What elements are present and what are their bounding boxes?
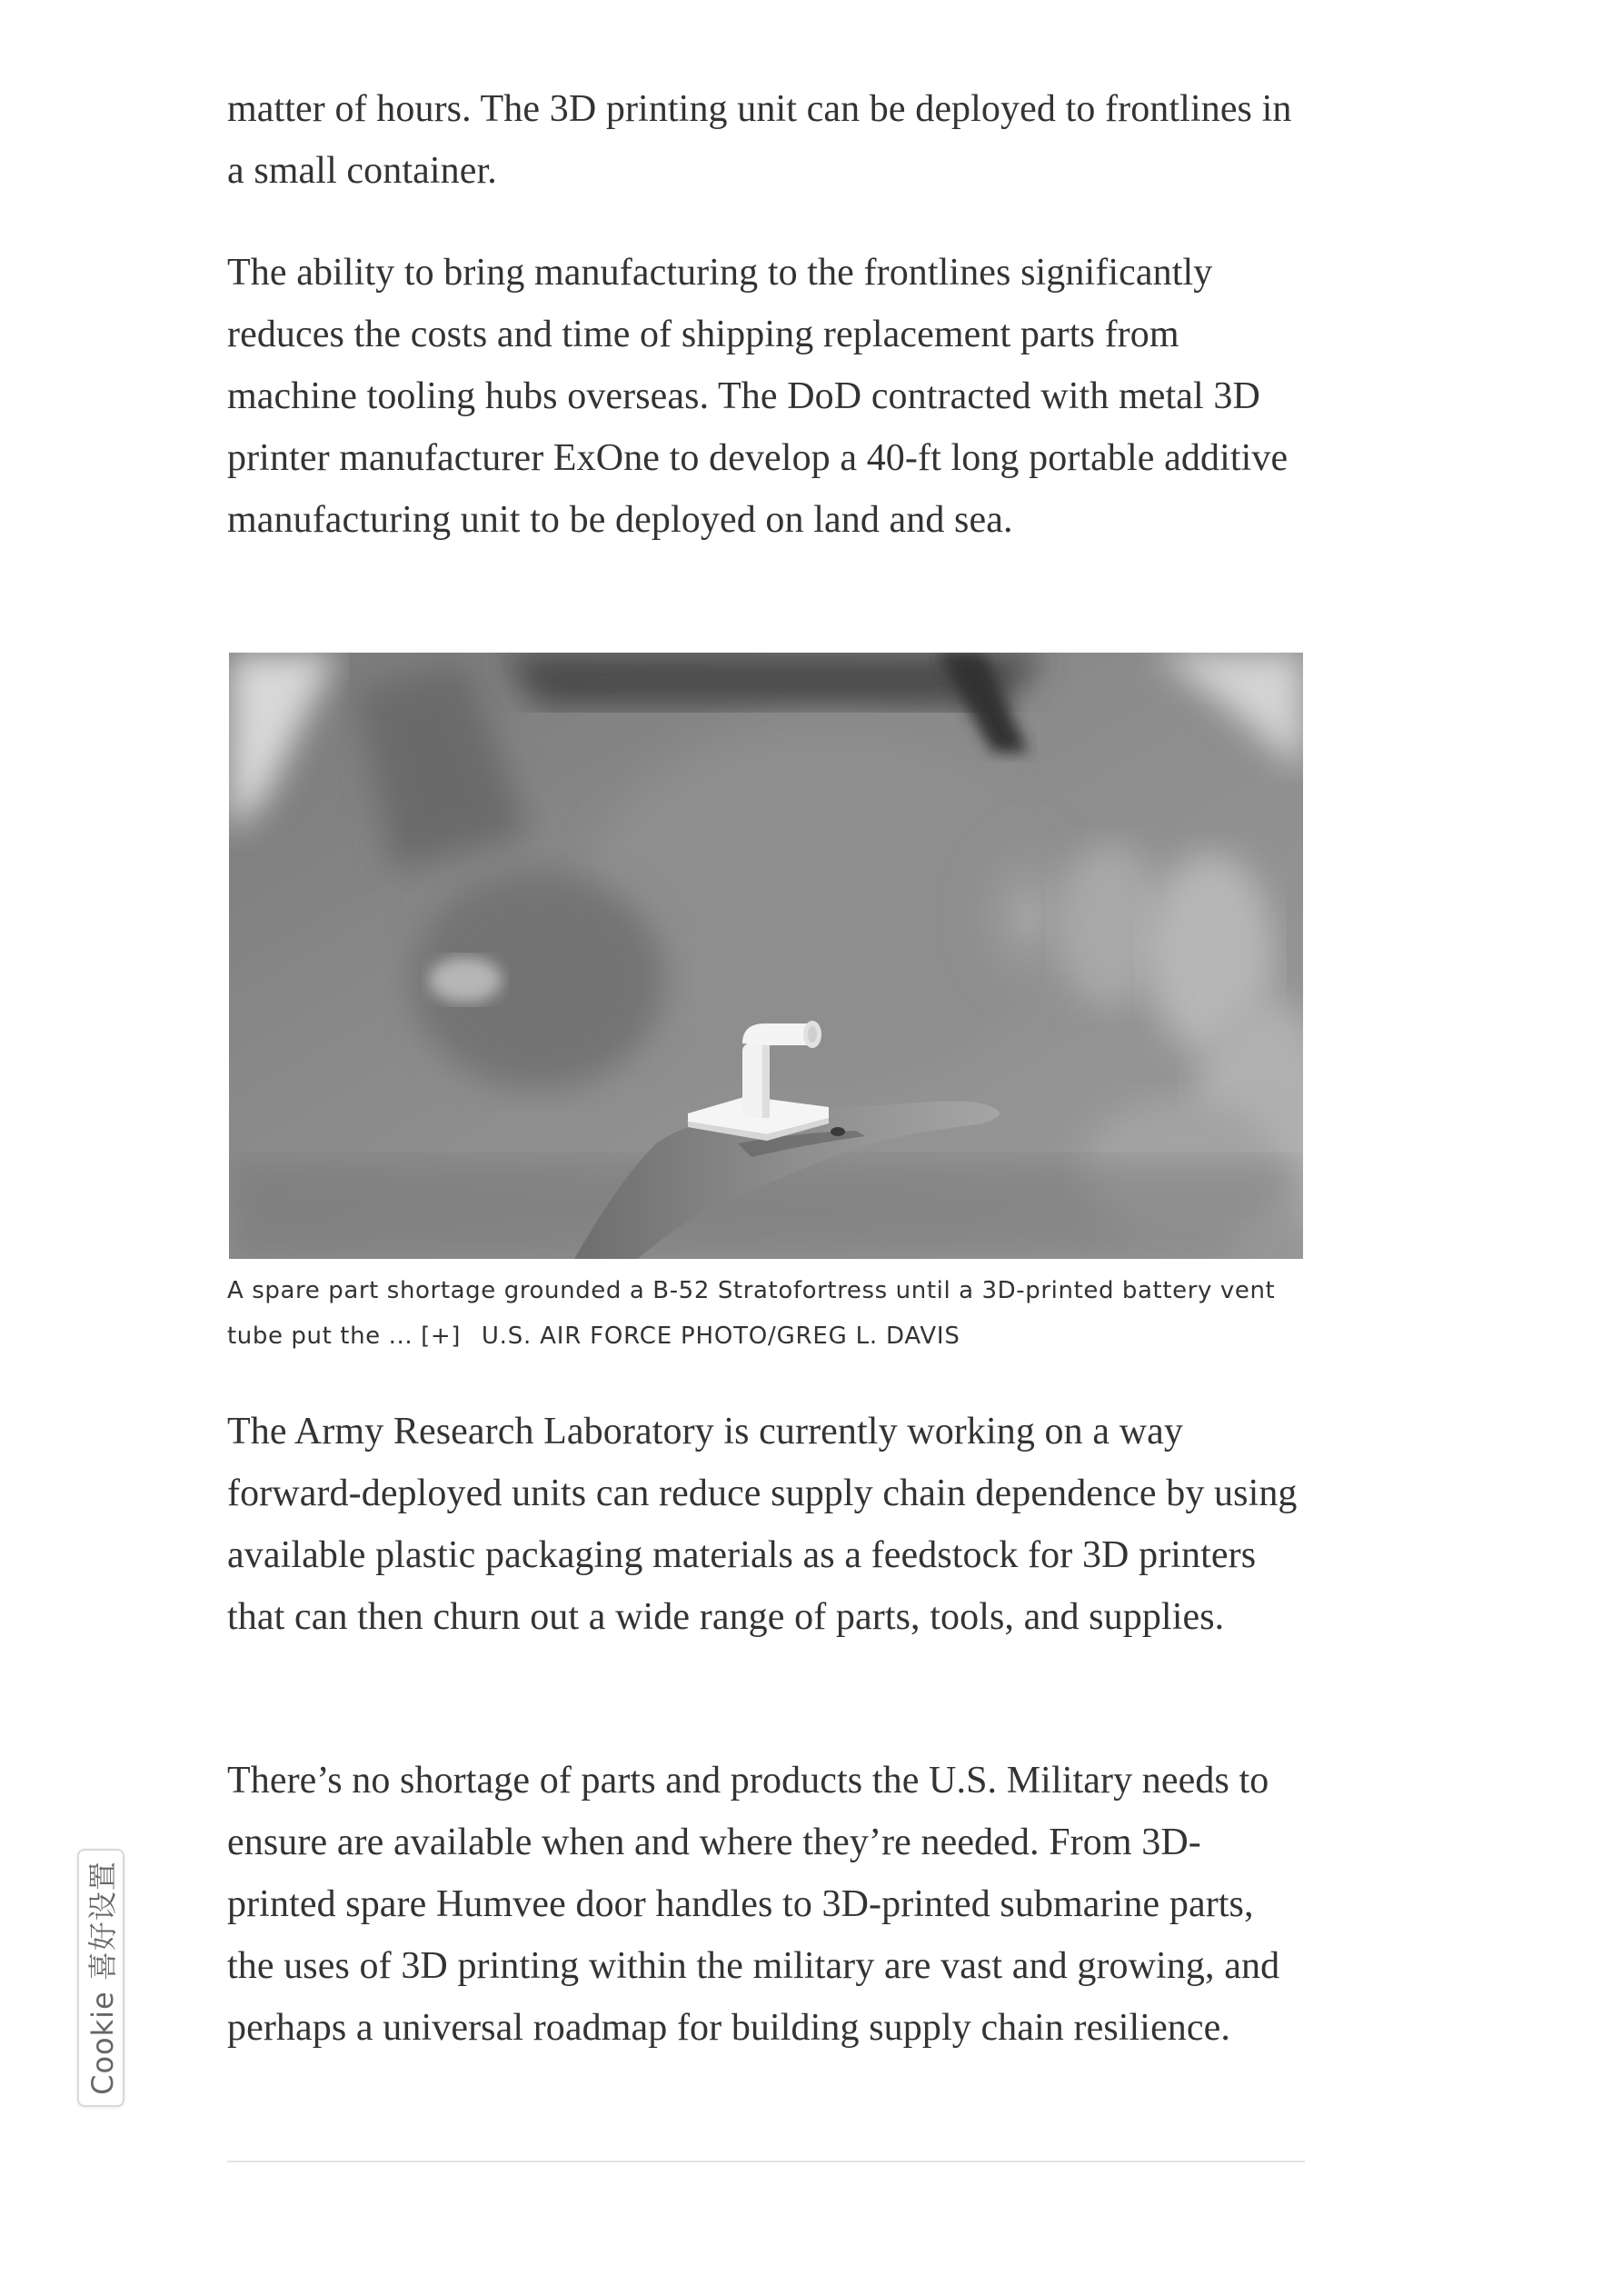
caption-expand-button[interactable]: [+] (421, 1323, 461, 1350)
article-divider (227, 2161, 1305, 2162)
photo-credit: U.S. AIR FORCE PHOTO/GREG L. DAVIS (481, 1323, 960, 1350)
cookie-preferences-button[interactable] (77, 1849, 124, 2107)
article-paragraph: The Army Research Laboratory is currently working on a way forward-deployed units can reduce supply chain dependence by using available plastic packaging materials as a feedstock for 3D printers that can then churn out a wide range of parts, tools, and supplies. (227, 1411, 1298, 1638)
article-figure (229, 653, 1303, 1259)
figure-caption (227, 1268, 1305, 1359)
b52-part-photo (229, 653, 1303, 1259)
article-paragraph: matter of hours. The 3D printing unit can be deployed to frontlines in a small container. (227, 88, 1292, 192)
caption-text: A spare part shortage grounded a B-52 Stratofortress until a 3D-printed battery vent tube put the ... (227, 1277, 1276, 1350)
article-paragraph: The ability to bring manufacturing to the frontlines significantly reduces the costs and time of shipping replacement parts from machine tooling hubs overseas. The DoD contracted with metal 3D printer manufacturer ExOne to develop a 40-ft long portable additive manufacturing unit to be deployed on land and sea. (227, 252, 1289, 541)
cookie-preferences-label: Cookie 喜好设置 (85, 1861, 120, 2095)
article-paragraph: There’s no shortage of parts and products the U.S. Military needs to ensure are available when and where they’re needed. From 3D-printed spare Humvee door handles to 3D-printed submarine parts, the uses of 3D printing within the military are vast and growing, and perhaps a universal roadmap for building supply chain resilience. (227, 1760, 1280, 2049)
